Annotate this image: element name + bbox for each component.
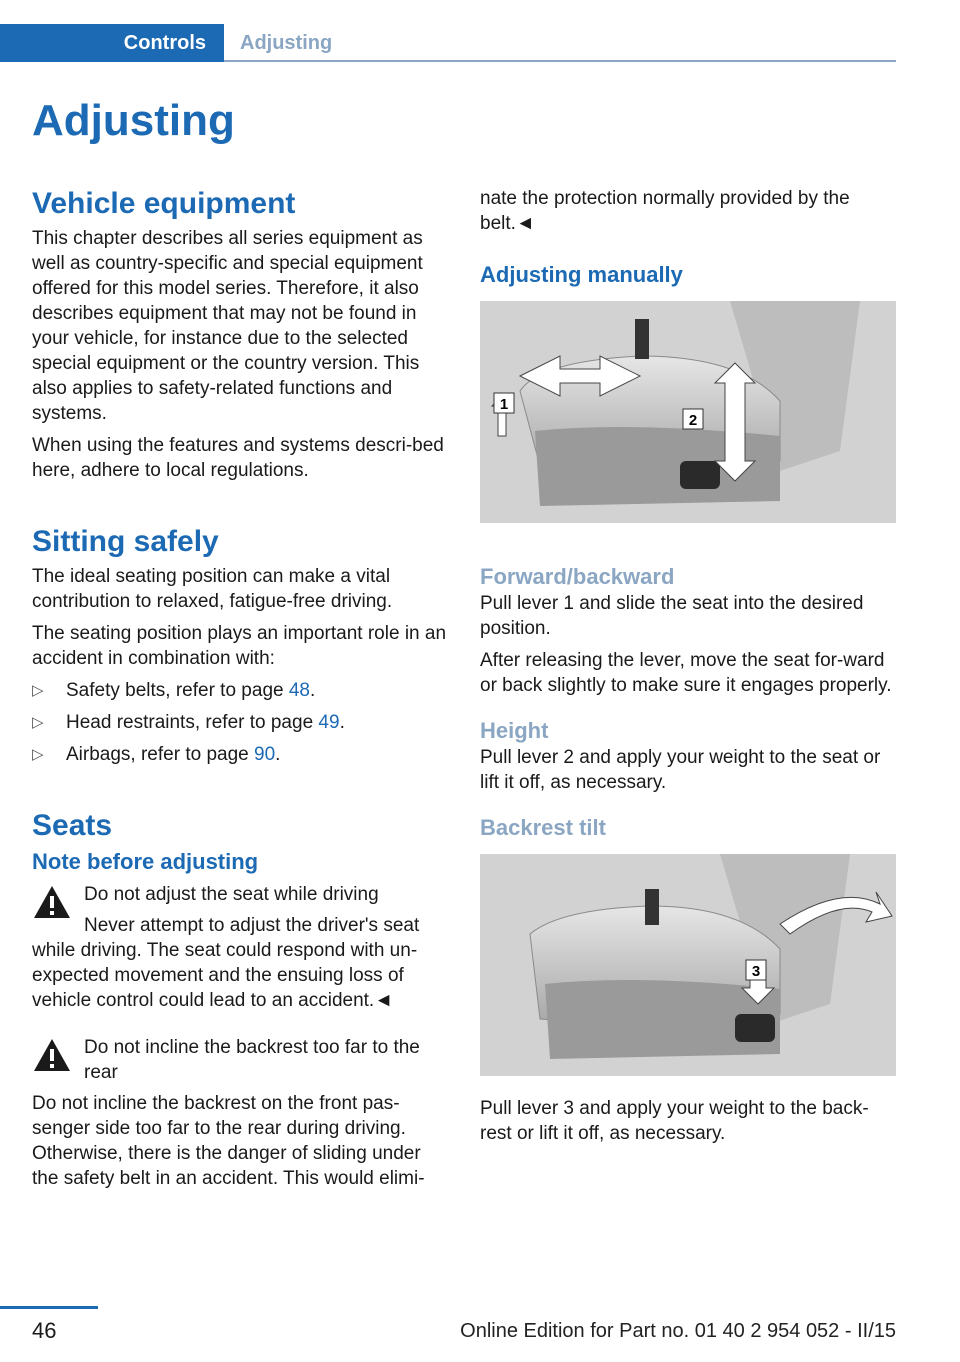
footer-edition: Online Edition for Part no. 01 40 2 954 052 - II/15 [460, 1320, 896, 1342]
figure-label-3: 3 [751, 963, 761, 980]
sitting-safely-paragraph-1: The ideal seating position can make a vital contribution to relaxed, fatigue-free driving. [32, 566, 393, 612]
warning-1-body: while driving. The seat could respond with un‐expected movement and the ensuing loss of vehicle control could lead to an accident.◄ [32, 940, 418, 1011]
running-header [0, 24, 896, 62]
forward-backward-heading: Forward/backward [480, 564, 675, 589]
figure-label-2: 2 [688, 412, 698, 429]
backrest-tilt-heading: Backrest tilt [480, 815, 606, 840]
section-sitting-safely-heading: Sitting safely [32, 525, 219, 558]
backrest-tilt-paragraph: Pull lever 3 and apply your weight to the back‐rest or lift it off, as necessary. [480, 1098, 869, 1144]
left-column [32, 186, 448, 1199]
vehicle-equipment-paragraph-1: This chapter describes all series equipment as well as country-specific and special equipment offered for this model series. Therefore, it also describes equipment that may not be found in your vehicle, for instance due to the selected special equipment or the country version. This also applies to safety-related functions and systems. [32, 228, 423, 424]
warning-2-body: Do not incline the backrest on the front pas‐senger side too far to the rear during driving. Otherwise, there is the danger of sliding under the safety belt in an accident. This would elimi‐ [32, 1093, 425, 1189]
forward-backward-paragraph-2: After releasing the lever, move the seat for‐ward or back slightly to make sure it engages properly. [480, 650, 892, 696]
triangle-bullet-icon: ▷ [32, 746, 44, 763]
note-before-adjusting-heading: Note before adjusting [32, 849, 259, 874]
figure-label-1: 1 [499, 396, 509, 413]
safety-references-list [32, 678, 448, 767]
header-rule [224, 60, 896, 62]
footer-rule [0, 1306, 98, 1309]
seat-adjust-figure [480, 301, 896, 523]
seat-illustration [480, 301, 896, 523]
warning-2-title: Do not incline the backrest too far to the rear [84, 1037, 420, 1083]
forward-backward-paragraph-1: Pull lever 1 and slide the seat into the desired position. [480, 593, 864, 639]
header-tab-controls[interactable]: Controls [0, 24, 224, 62]
backrest-illustration [480, 854, 896, 1076]
page-link-49[interactable]: 49 [318, 712, 340, 733]
page-link-48[interactable]: 48 [288, 680, 310, 701]
warning-adjust-while-driving [32, 882, 448, 1013]
right-column [480, 186, 896, 1153]
triangle-bullet-icon: ▷ [32, 682, 44, 699]
height-heading: Height [480, 718, 549, 743]
backrest-tilt-figure [480, 854, 896, 1076]
warning-1-title: Do not adjust the seat while driving [84, 884, 379, 905]
page-number: 46 [32, 1318, 57, 1343]
header-tab-adjusting[interactable]: Adjusting [240, 32, 333, 54]
warning-triangle-icon [32, 1037, 72, 1073]
page-title: Adjusting [32, 96, 235, 145]
list-item: ▷ Safety belts, refer to page 48. [32, 680, 316, 701]
sitting-safely-paragraph-2: The seating position plays an important role in an accident in combination with: [32, 623, 447, 669]
page-link-90[interactable]: 90 [254, 744, 276, 765]
triangle-bullet-icon: ▷ [32, 714, 44, 731]
list-item: ▷ Head restraints, refer to page 49. [32, 712, 345, 733]
adjusting-manually-heading: Adjusting manually [480, 262, 683, 287]
vehicle-equipment-paragraph-2: When using the features and systems descri‐bed here, adhere to local regulations. [32, 435, 444, 481]
warning-1-first-line: Never attempt to adjust the driver's seat [84, 915, 420, 936]
height-paragraph: Pull lever 2 and apply your weight to the seat or lift it off, as necessary. [480, 747, 881, 793]
section-vehicle-equipment-heading: Vehicle equipment [32, 187, 296, 220]
warning-triangle-icon [32, 884, 72, 920]
warning-backrest-incline [32, 1035, 448, 1191]
section-seats-heading: Seats [32, 809, 113, 842]
continued-paragraph: nate the protection normally provided by the belt.◄ [480, 188, 850, 234]
list-item: ▷ Airbags, refer to page 90. [32, 744, 281, 765]
